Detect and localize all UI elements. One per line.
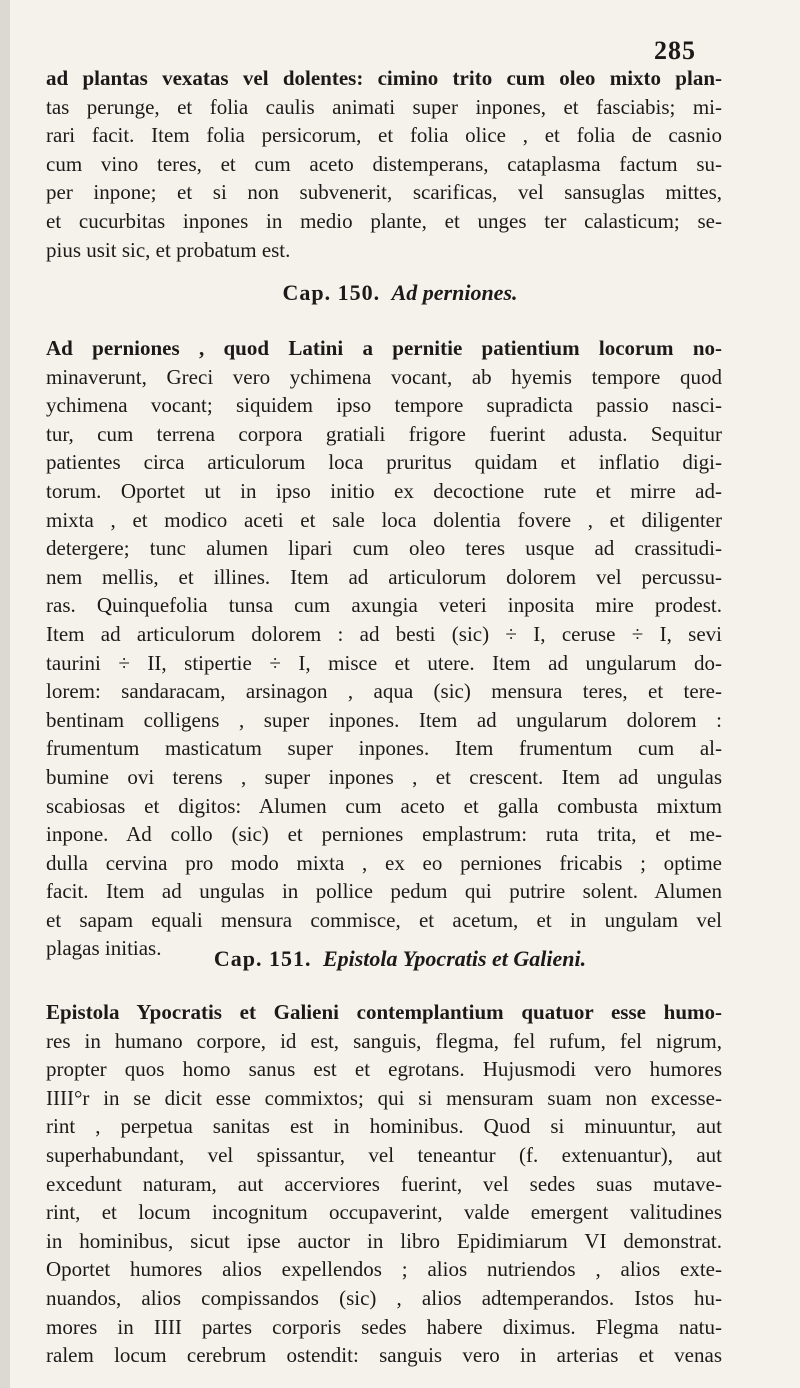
text-line: mixta , et modico aceti et sale loca dolentia fovere , et diligenter: [46, 507, 722, 532]
text-line: tas perunge, et folia caulis animati super inpones, et fasciabis; mi-: [46, 94, 722, 119]
text-line: per inpone; et si non subvenerit, scarificas, vel sansuglas mittes,: [46, 180, 722, 205]
text-line: rari facit. Item folia persicorum, et folia olice , et folia de casnio: [46, 123, 722, 148]
chapter-number: Cap. 151.: [213, 946, 312, 971]
text-line: facit. Item ad ungulas in pollice pedum qui putrire solent. Alumen: [46, 879, 722, 904]
text-line: res in humano corpore, id est, sanguis, flegma, fel rufum, fel nigrum,: [46, 1028, 722, 1053]
text-line: ralem locum cerebrum ostendit: sanguis vero in arterias et venas: [46, 1343, 722, 1368]
text-line: rint , perpetua sanitas est in hominibus. Quod si minuuntur, aut: [46, 1114, 722, 1139]
text-line: Oportet humores alios expellendos ; alios nutriendos , alios exte-: [46, 1257, 722, 1282]
text-line: Ad perniones , quod Latini a pernitie patientium locorum no-: [46, 336, 722, 360]
chapter-title: Ad perniones.: [391, 280, 518, 305]
text-line: patientes circa articulorum loca pruritus quidam et inflatio digi-: [46, 450, 722, 475]
chapter-number: Cap. 150.: [282, 280, 381, 305]
text-line: propter quos homo sanus est et egrotans. Hujusmodi vero humores: [46, 1057, 722, 1082]
text-line: tur, cum terrena corpora gratiali frigore fuerint adusta. Sequitur: [46, 421, 722, 446]
text-line: et sapam equali mensura commisce, et acetum, et in ungulam vel: [46, 907, 722, 932]
text-line: bentinam colligens , super inpones. Item ad ungularum dolorem :: [46, 707, 722, 732]
text-line: ras. Quinquefolia tunsa cum axungia veteri inposita mire prodest.: [46, 593, 722, 618]
text-line: rint, et locum incognitum occupaverint, valde emergent valitudines: [46, 1200, 722, 1225]
page-number: 285: [654, 36, 696, 65]
chapter-heading-151: [0, 946, 800, 972]
paragraph-perniones: [46, 334, 722, 963]
text-line: IIII°r in se dicit esse commixtos; qui si mensuram suam non excesse-: [46, 1085, 722, 1110]
text-line: scabiosas et digitos: Alumen cum aceto et galla combusta mixtum: [46, 793, 722, 818]
paragraph-continuation: [46, 64, 722, 264]
text-line: nuandos, alios compissandos (sic) , alios adtemperandos. Istos hu-: [46, 1285, 722, 1310]
text-line: cum vino teres, et cum aceto distemperans, cataplasma factum su-: [46, 151, 722, 176]
text-line: in hominibus, sicut ipse auctor in libro Epidimiarum VI demonstrat.: [46, 1228, 722, 1253]
text-line: frumentum masticatum super inpones. Item frumentum cum al-: [46, 736, 722, 761]
text-line: ad plantas vexatas vel dolentes: cimino trito cum oleo mixto plan-: [46, 66, 722, 90]
chapter-heading-150: [0, 280, 800, 306]
text-line: excedunt naturam, aut accerviores fuerint, vel sedes suas mutave-: [46, 1171, 722, 1196]
text-line: Item ad articulorum dolorem : ad besti (sic) ÷ I, ceruse ÷ I, sevi: [46, 621, 722, 646]
page-edge: [0, 0, 10, 1388]
text-line: bumine ovi terens , super inpones , et crescent. Item ad ungulas: [46, 764, 722, 789]
text-line: Epistola Ypocratis et Galieni contemplantium quatuor esse humo-: [46, 1000, 722, 1024]
text-line: inpone. Ad collo (sic) et perniones emplastrum: ruta trita, et me-: [46, 822, 722, 847]
text-line: superhabundant, vel spissantur, vel teneantur (f. extenuantur), aut: [46, 1142, 722, 1167]
text-line: mores in IIII partes corporis sedes habere diximus. Flegma natu-: [46, 1314, 722, 1339]
text-line: detergere; tunc alumen lipari cum oleo teres usque ad crassitudi-: [46, 536, 722, 561]
text-line: minaverunt, Greci vero ychimena vocant, ab hyemis tempore quod: [46, 364, 722, 389]
text-line: dulla cervina pro modo mixta , ex eo perniones fricabis ; optime: [46, 850, 722, 875]
paragraph-epistola: [46, 998, 722, 1370]
text-line: taurini ÷ II, stipertie ÷ I, misce et utere. Item ad ungularum do-: [46, 650, 722, 675]
text-line: et cucurbitas inpones in medio plante, et unges ter calasticum; se-: [46, 208, 722, 233]
text-line: pius usit sic, et probatum est.: [46, 237, 291, 262]
text-line: torum. Oportet ut in ipso initio ex decoctione rute et mirre ad-: [46, 478, 722, 503]
text-line: lorem: sandaracam, arsinagon , aqua (sic) mensura teres, et tere-: [46, 679, 722, 704]
text-line: nem mellis, et illines. Item ad articulorum dolorem vel percussu-: [46, 564, 722, 589]
text-line: ychimena vocant; siquidem ipso tempore supradicta passio nasci-: [46, 393, 722, 418]
text-line: plagas initias.: [46, 936, 162, 961]
chapter-title: Epistola Ypocratis et Galieni.: [322, 946, 587, 971]
